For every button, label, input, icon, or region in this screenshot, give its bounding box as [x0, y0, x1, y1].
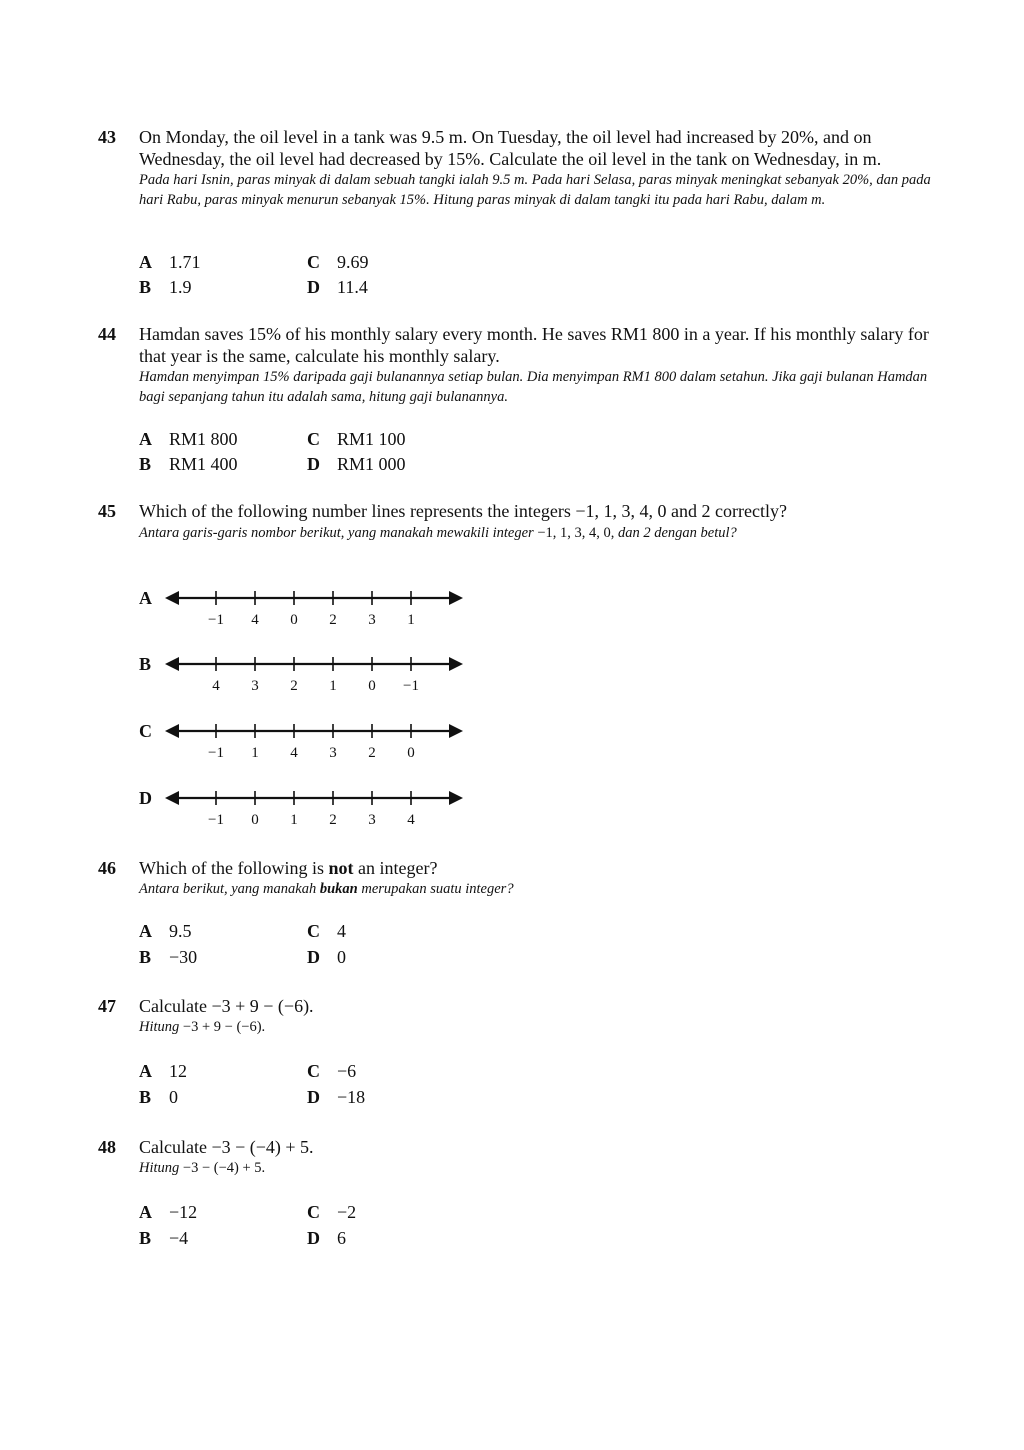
arrow-left-icon: [165, 657, 179, 671]
number-line-b[interactable]: [139, 653, 479, 698]
option-d[interactable]: D 11.4: [307, 277, 368, 297]
option-a[interactable]: A 12: [139, 1061, 187, 1081]
tick-label: −1: [208, 812, 224, 828]
tick-label: 2: [329, 612, 337, 628]
question-text: Which of the following is not an integer?: [139, 858, 438, 878]
tick-label: 1: [329, 678, 337, 694]
question-number: 43: [98, 127, 116, 147]
question-translation: Antara garis-garis nombor berikut, yang manakah mewakili integer −1, 1, 3, 4, 0, dan 2 dengan betul?: [139, 525, 737, 541]
number-line-graphic: [163, 720, 468, 744]
tick-label: 1: [290, 812, 298, 828]
tick-label: 0: [407, 745, 415, 761]
option-c[interactable]: C −6: [307, 1061, 357, 1081]
number-line-graphic: [163, 787, 468, 811]
tick-label: 4: [407, 812, 415, 828]
number-line-label: A: [139, 588, 152, 608]
tick-label: −1: [403, 678, 419, 694]
question-translation: Hamdan menyimpan 15% daripada gaji bulanannya setiap bulan. Dia menyimpan RM1 800 dalam setahun. Jika gaji bulanan Hamdan bagi sepanjang tahun itu adalah sama, hitung gaji bulanannya.: [139, 369, 928, 405]
tick-label: 0: [290, 612, 298, 628]
tick-label: 2: [368, 745, 376, 761]
arrow-right-icon: [449, 591, 463, 605]
option-a[interactable]: A 1.71: [139, 252, 201, 272]
question-number: 44: [98, 324, 116, 344]
arrow-left-icon: [165, 591, 179, 605]
question-translation: Hitung −3 + 9 − (−6).: [139, 1019, 266, 1035]
tick-label: −1: [208, 745, 224, 761]
tick-label: 3: [368, 612, 376, 628]
option-a[interactable]: A RM1 800: [139, 429, 238, 449]
tick-label: 3: [329, 745, 337, 761]
question-number: 45: [98, 501, 116, 521]
tick-label: 3: [368, 812, 376, 828]
arrow-left-icon: [165, 791, 179, 805]
question-number: 47: [98, 996, 116, 1016]
tick-label: 0: [251, 812, 259, 828]
tick-label: 1: [251, 745, 259, 761]
number-line-label: D: [139, 788, 152, 808]
option-d[interactable]: D RM1 000: [307, 454, 406, 474]
option-d[interactable]: D 0: [307, 947, 346, 967]
option-d[interactable]: D −18: [307, 1087, 366, 1107]
tick-label: 0: [368, 678, 376, 694]
question-text: Hamdan saves 15% of his monthly salary every month. He saves RM1 800 in a year. If his monthly salary for that year is the same, calculate his monthly salary.: [139, 324, 929, 366]
tick-label: 3: [251, 678, 259, 694]
tick-label: 4: [212, 678, 220, 694]
tick-label: −1: [208, 612, 224, 628]
question-text: Calculate −3 − (−4) + 5.: [139, 1137, 314, 1157]
option-a[interactable]: A −12: [139, 1202, 198, 1222]
question-number: 46: [98, 858, 116, 878]
tick-label: 2: [329, 812, 337, 828]
arrow-right-icon: [449, 657, 463, 671]
question-text: On Monday, the oil level in a tank was 9.5 m. On Tuesday, the oil level had increased by 20%, and on Wednesday, the oil level had decreased by 15%. Calculate the oil level in the tank on Wednesday, in m.: [139, 127, 882, 169]
option-b[interactable]: B −30: [139, 947, 198, 967]
arrow-right-icon: [449, 724, 463, 738]
option-b[interactable]: B 1.9: [139, 277, 192, 297]
option-c[interactable]: C −2: [307, 1202, 357, 1222]
number-line-d[interactable]: [139, 787, 479, 832]
tick-label: 1: [407, 612, 415, 628]
arrow-left-icon: [165, 724, 179, 738]
question-translation: Antara berikut, yang manakah bukan merupakan suatu integer?: [139, 881, 514, 897]
option-d[interactable]: D 6: [307, 1228, 346, 1248]
question-text: Calculate −3 + 9 − (−6).: [139, 996, 314, 1016]
arrow-right-icon: [449, 791, 463, 805]
question-translation: Hitung −3 − (−4) + 5.: [139, 1160, 266, 1176]
question-number: 48: [98, 1137, 116, 1157]
option-b[interactable]: B RM1 400: [139, 454, 238, 474]
question-text: Which of the following number lines represents the integers −1, 1, 3, 4, 0 and 2 correctly?: [139, 501, 787, 521]
option-c[interactable]: C RM1 100: [307, 429, 406, 449]
number-line-a[interactable]: [139, 587, 479, 632]
number-line-c[interactable]: [139, 720, 479, 765]
tick-label: 4: [290, 745, 298, 761]
option-a[interactable]: A 9.5: [139, 921, 192, 941]
number-line-graphic: [163, 587, 468, 611]
number-line-graphic: [163, 653, 468, 677]
number-line-label: C: [139, 721, 152, 741]
tick-label: 4: [251, 612, 259, 628]
option-b[interactable]: B 0: [139, 1087, 178, 1107]
question-translation: Pada hari Isnin, paras minyak di dalam sebuah tangki ialah 9.5 m. Pada hari Selasa, paras minyak meningkat sebanyak 20%, dan pada hari Rabu, paras minyak menurun sebanyak 15%. Hitung paras minyak di dalam tangki itu pada hari Rabu, dalam m.: [139, 172, 931, 208]
option-c[interactable]: C 9.69: [307, 252, 369, 272]
number-line-label: B: [139, 654, 152, 674]
option-b[interactable]: B −4: [139, 1228, 189, 1248]
tick-label: 2: [290, 678, 298, 694]
option-c[interactable]: C 4: [307, 921, 346, 941]
